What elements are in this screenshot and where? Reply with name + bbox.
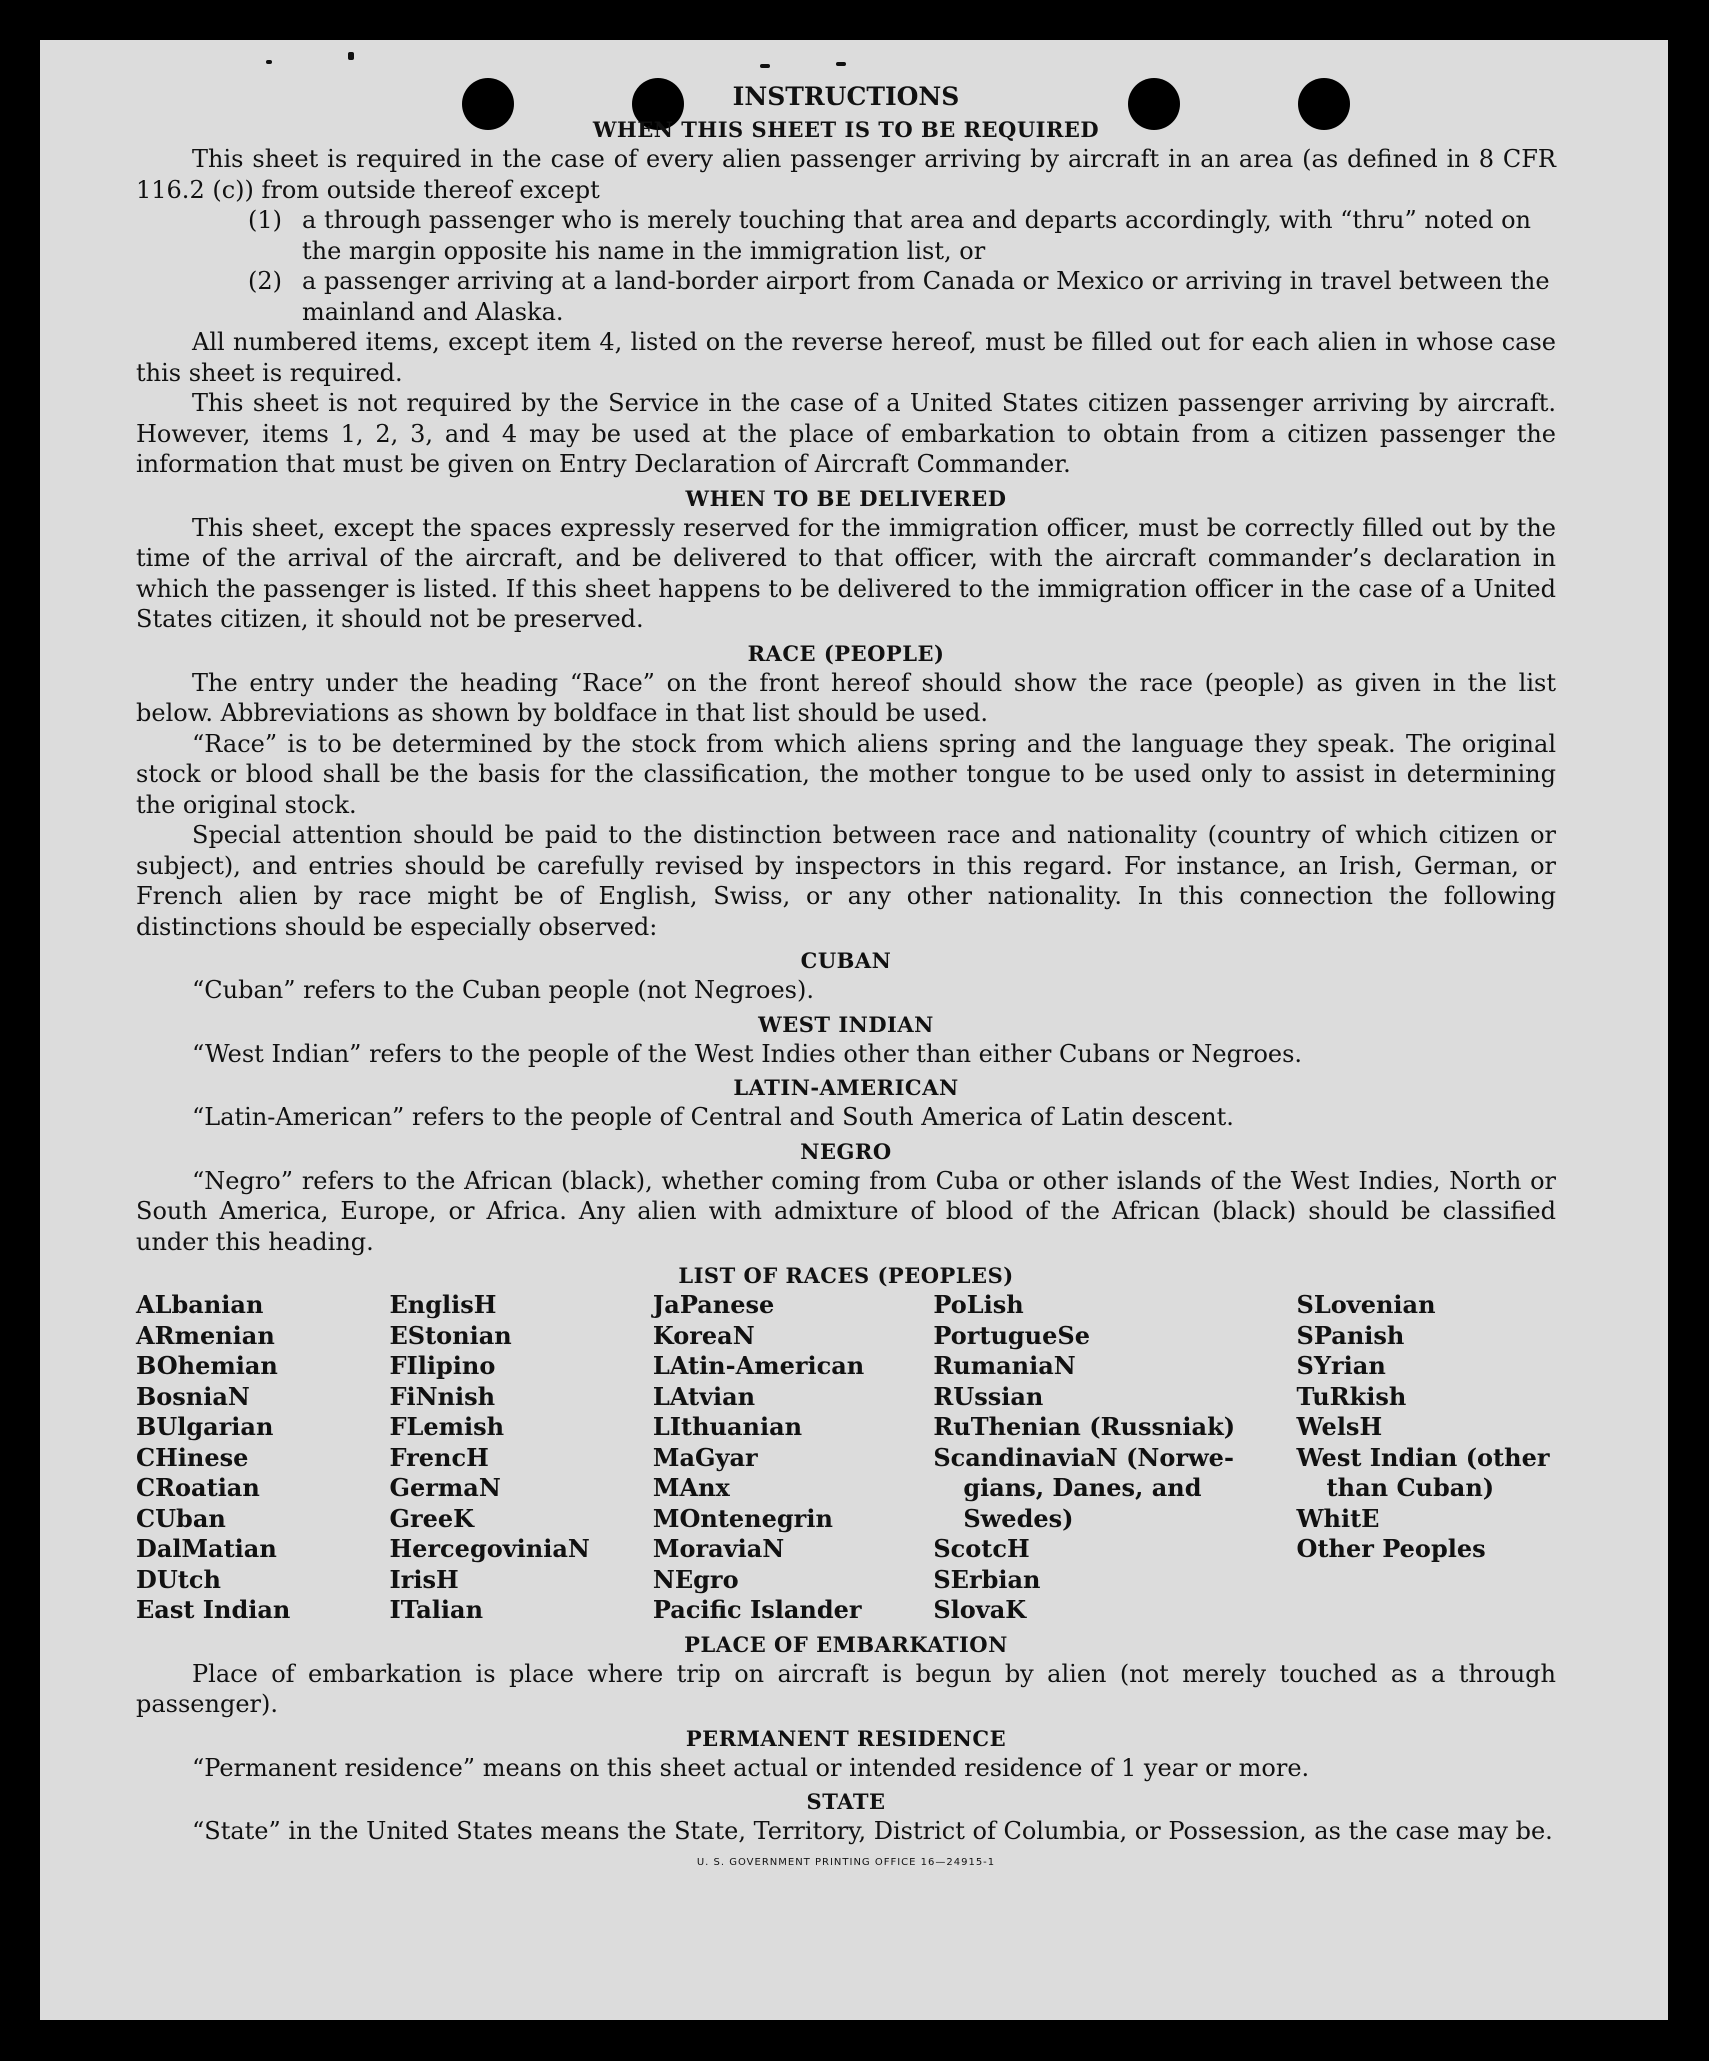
paragraph: Place of embarkation is place where trip on aircraft is begun by alien (not merely touched as a through passenger). — [136, 1659, 1556, 1718]
race-entry: KoreaN — [652, 1320, 755, 1350]
heading-race: RACE (PEOPLE) — [747, 640, 945, 666]
page-title: INSTRUCTIONS — [732, 82, 960, 111]
race-entry: DUtch — [136, 1564, 221, 1594]
heading-when-required: WHEN THIS SHEET IS TO BE REQUIRED — [592, 117, 1100, 142]
race-entry: West Indian (other — [1296, 1442, 1550, 1472]
ink-speck — [760, 64, 770, 68]
instructions-content — [136, 82, 1556, 1868]
race-entry: WelsH — [1296, 1412, 1383, 1441]
paragraph: This sheet is required in the case of every alien passenger arriving by aircraft in an area (as defined in 8 CFR 116.2 (c)) from outside thereof except — [136, 145, 1556, 204]
item-number: (1) — [248, 206, 282, 234]
paragraph: “West Indian” refers to the people of the West Indies other than either Cubans or Negroes. — [192, 1039, 1303, 1068]
race-entry: CHinese — [136, 1442, 249, 1472]
race-entry: HercegoviniaN — [389, 1534, 590, 1563]
race-entry: FiNnish — [389, 1381, 496, 1411]
item-number: (2) — [248, 267, 282, 295]
race-column — [136, 1290, 389, 1626]
race-entry: GreeK — [389, 1503, 475, 1533]
list-item — [248, 266, 1556, 327]
paragraph: This sheet is not required by the Service in the case of a United States citizen passenger arriving by aircraft. However, items 1, 2, 3, and 4 may be used at the place of embarkation to obtain from a citizen passenger the information that must be given on Entry Declaration of Aircraft Commander. — [136, 389, 1556, 478]
race-entry: CUban — [136, 1503, 226, 1533]
item-text: a passenger arriving at a land-border airport from Canada or Mexico or arriving in travel between the mainland and Alaska. — [302, 267, 1550, 326]
race-entry: LIthuanian — [652, 1412, 803, 1441]
paragraph: All numbered items, except item 4, listed on the reverse hereof, must be filled out for each alien in whose case this sheet is required. — [136, 328, 1556, 387]
heading-list-of-races: LIST OF RACES (PEOPLES) — [678, 1263, 1014, 1288]
race-entry: SPanish — [1296, 1320, 1405, 1350]
race-entry: ITalian — [389, 1595, 484, 1624]
race-entry: East Indian — [136, 1595, 291, 1624]
race-entry: ScandinaviaN (Norwe- — [933, 1442, 1234, 1472]
race-entry: RumaniaN — [933, 1351, 1076, 1380]
heading-when-delivered: WHEN TO BE DELIVERED — [685, 485, 1007, 511]
heading-state: STATE — [806, 1789, 886, 1814]
race-entry: LAtin-American — [652, 1351, 865, 1380]
race-column — [389, 1290, 652, 1626]
race-entry: EStonian — [389, 1320, 512, 1350]
heading-latin-american: LATIN-AMERICAN — [733, 1075, 959, 1100]
ink-speck — [266, 60, 272, 64]
race-entry: gians, Danes, and — [963, 1473, 1202, 1502]
heading-permanent-residence: PERMANENT RESIDENCE — [685, 1725, 1007, 1751]
race-entry: PoLish — [933, 1290, 1024, 1319]
race-entry: Pacific Islander — [652, 1595, 862, 1624]
race-entry: BUlgarian — [136, 1412, 274, 1441]
race-entry: ARmenian — [136, 1320, 275, 1350]
paragraph: “Negro” refers to the African (black), whether coming from Cuba or other islands of the West Indies, North or South America, Europe, or Africa. Any alien with admixture of blood of the African (black) should be classified under this heading. — [136, 1166, 1556, 1256]
race-entry: RUssian — [933, 1381, 1044, 1411]
heading-west-indian: WEST INDIAN — [758, 1011, 934, 1037]
ink-speck — [836, 62, 846, 66]
race-entry: MAnx — [652, 1473, 730, 1502]
heading-cuban: CUBAN — [800, 948, 892, 973]
form-sheet — [40, 40, 1668, 2020]
race-entry: FLemish — [389, 1412, 505, 1441]
paragraph: “State” in the United States means the State, Territory, District of Columbia, or Possession, as the case may be. — [192, 1817, 1553, 1845]
race-entry: Swedes) — [963, 1503, 1074, 1533]
list-item — [248, 205, 1556, 266]
heading-negro: NEGRO — [800, 1138, 892, 1164]
heading-place-of-embarkation: PLACE OF EMBARKATION — [684, 1631, 1008, 1657]
paragraph: “Latin-American” refers to the people of Central and South America of Latin descent. — [192, 1103, 1234, 1131]
race-column — [933, 1290, 1296, 1626]
race-entry: SlovaK — [933, 1595, 1027, 1624]
race-entry: BOhemian — [136, 1351, 278, 1380]
race-entry: BosniaN — [136, 1381, 250, 1411]
paragraph: This sheet, except the spaces expressly reserved for the immigration officer, must be correctly filled out by the time of the arrival of the aircraft, and be delivered to that officer, with the aircraft commander’s declaration in which the passenger is listed. If this sheet happens to be delivered to the immigration officer in the case of a United States citizen, it should not be preserved. — [136, 513, 1556, 633]
race-entry: than Cuban) — [1326, 1473, 1495, 1502]
paragraph: “Permanent residence” means on this sheet actual or intended residence of 1 year or more. — [192, 1753, 1310, 1782]
paragraph: Special attention should be paid to the distinction between race and nationality (country of which citizen or subject), and entries should be carefully revised by inspectors in this regard. For instance, an Irish, German, or French alien by race might be of English, Swiss, or any other nationality. In this connection the following distinctions should be especially observed: — [136, 821, 1556, 941]
race-entry: GermaN — [389, 1473, 501, 1502]
race-entry: ALbanian — [136, 1290, 264, 1319]
paragraph: “Cuban” refers to the Cuban people (not Negroes). — [192, 976, 814, 1004]
race-entry: IrisH — [389, 1564, 459, 1594]
race-entry: NEgro — [652, 1564, 739, 1594]
race-entry: ScotcH — [933, 1534, 1030, 1563]
race-entry: FIlipino — [389, 1351, 496, 1380]
race-list — [136, 1290, 1556, 1626]
paragraph: The entry under the heading “Race” on the front hereof should show the race (people) as given in the list below. Abbreviations as shown by boldface in that list should be used. — [136, 668, 1556, 727]
race-column — [653, 1290, 933, 1626]
ink-speck — [348, 52, 354, 60]
race-entry: CRoatian — [136, 1473, 260, 1502]
race-entry: MaGyar — [652, 1442, 758, 1472]
race-entry: SLovenian — [1296, 1290, 1436, 1319]
race-entry: TuRkish — [1296, 1381, 1407, 1411]
race-entry: Other Peoples — [1296, 1534, 1486, 1563]
race-entry: SYrian — [1296, 1351, 1386, 1380]
race-column — [1297, 1290, 1556, 1626]
race-entry: WhitE — [1296, 1503, 1380, 1533]
race-entry: RuThenian (Russniak) — [933, 1412, 1236, 1441]
race-entry: JaPanese — [652, 1290, 775, 1319]
race-entry: EnglisH — [389, 1290, 497, 1319]
paragraph: “Race” is to be determined by the stock from which aliens spring and the language they speak. The original stock or blood shall be the basis for the classification, the mother tongue to be used only to assist in determining the original stock. — [136, 729, 1556, 819]
race-entry: DalMatian — [136, 1534, 277, 1563]
race-entry: FrencH — [389, 1442, 489, 1472]
race-entry: PortugueSe — [933, 1320, 1091, 1350]
item-text: a through passenger who is merely touching that area and departs accordingly, with “thru” noted on the margin opposite his name in the immigration list, or — [302, 206, 1532, 265]
printing-office-footer: U. S. GOVERNMENT PRINTING OFFICE 16—24915-1 — [696, 1856, 996, 1868]
race-entry: MOntenegrin — [652, 1503, 833, 1533]
race-entry: SErbian — [933, 1564, 1041, 1594]
race-entry: LAtvian — [652, 1381, 756, 1411]
race-entry: MoraviaN — [652, 1534, 785, 1563]
